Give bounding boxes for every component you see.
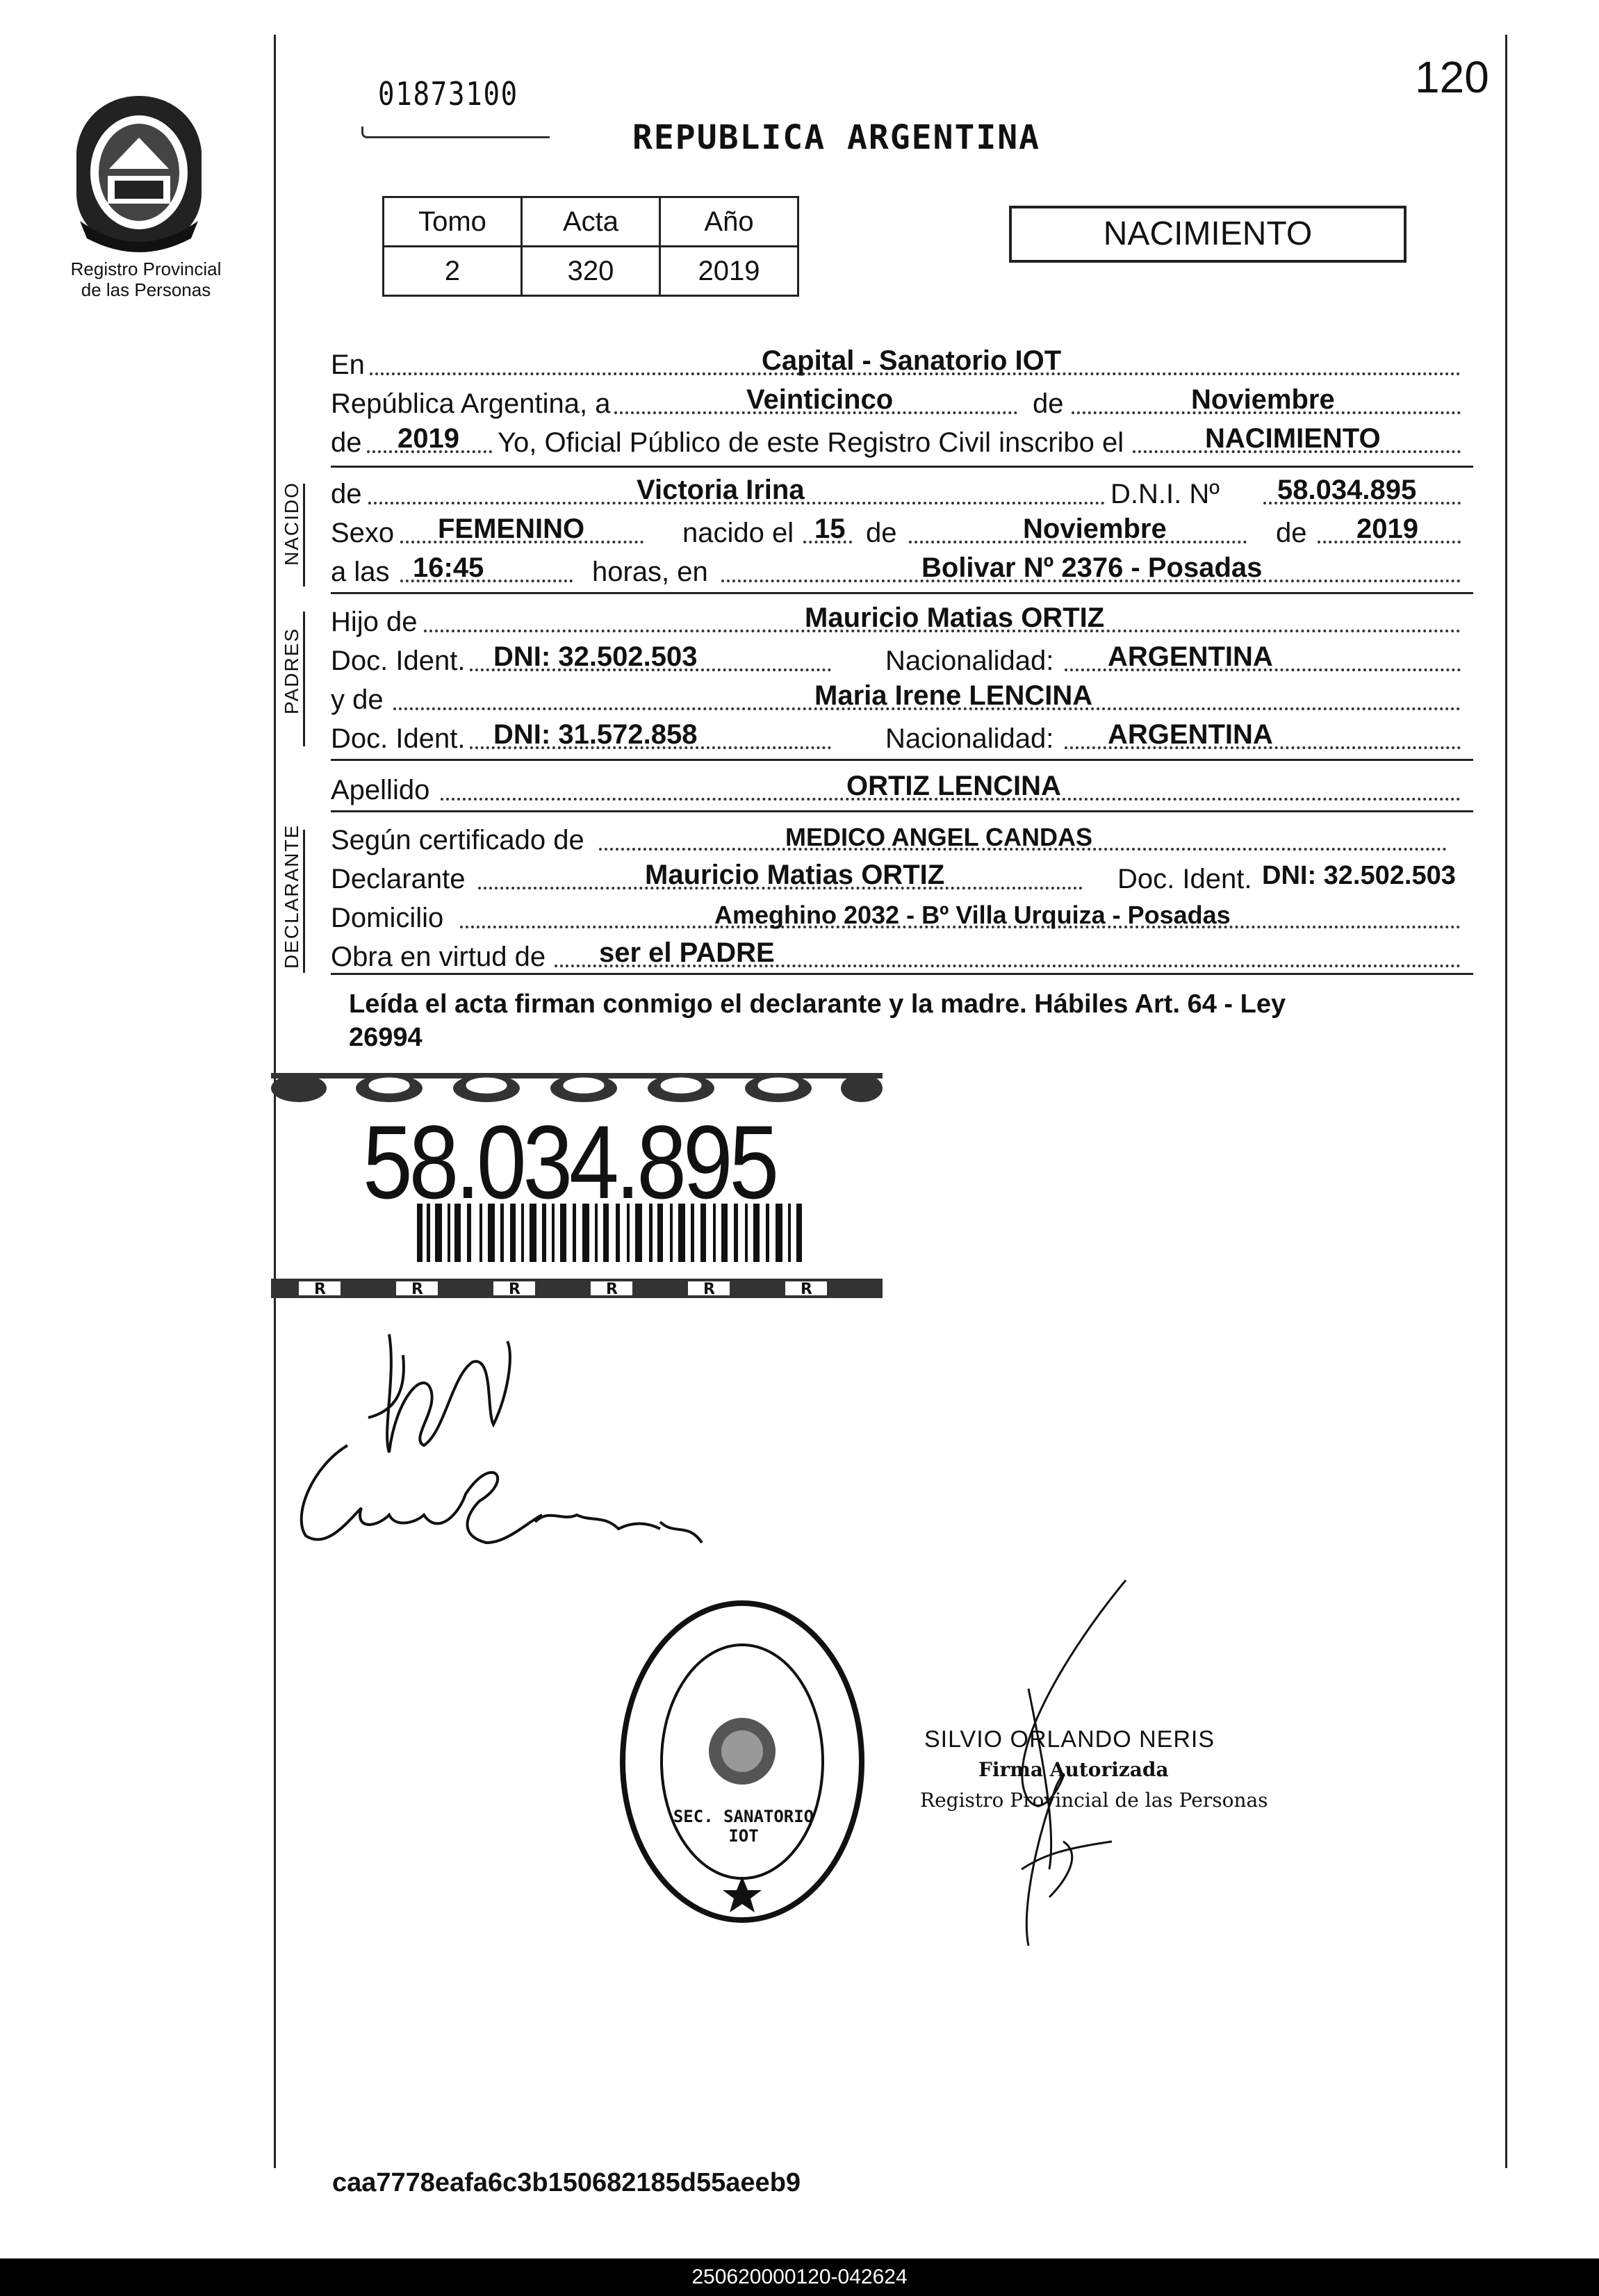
- declarante-label: Declarante: [331, 864, 466, 894]
- row-yo: [331, 423, 1470, 459]
- row-obra: [331, 937, 1470, 973]
- row-mother-doc: [331, 719, 1470, 755]
- registry-label-2: de las Personas: [81, 279, 211, 300]
- sexo-label: Sexo: [331, 518, 395, 548]
- republica-label: República Argentina, a: [331, 388, 611, 419]
- svg-text:R: R: [509, 1281, 520, 1298]
- mother-nacionalidad: ARGENTINA: [1108, 719, 1273, 750]
- nacido-bracket: [303, 484, 305, 587]
- nacido-el-label: nacido el: [682, 518, 794, 548]
- svg-text:R: R: [411, 1281, 423, 1298]
- father-nac-label: Nacionalidad:: [885, 646, 1054, 676]
- obra-value: ser el PADRE: [599, 937, 775, 968]
- de-label-2: de: [866, 518, 897, 548]
- row-republica: [331, 384, 1470, 420]
- certificado-value: MEDICO ANGEL CANDAS: [785, 823, 1093, 851]
- row-certificado: [331, 820, 1470, 856]
- record-type-box: NACIMIENTO: [1009, 206, 1407, 263]
- right-margin-line: [1505, 35, 1507, 2168]
- row-apellido: [331, 770, 1470, 806]
- row-father-doc: [331, 641, 1470, 677]
- birth-time: 16:45: [413, 552, 484, 583]
- declarante-doc-label: Doc. Ident.: [1117, 864, 1252, 894]
- province-logo: [66, 89, 212, 256]
- section-divider: [331, 592, 1473, 594]
- en-label: En: [331, 350, 365, 380]
- certificado-label: Según certificado de: [331, 825, 584, 855]
- father-name: Mauricio Matias ORTIZ: [805, 602, 1105, 633]
- birth-year: 2019: [1356, 514, 1418, 544]
- father-doc: DNI: 32.502.503: [493, 641, 698, 672]
- row-sexo: [331, 513, 1470, 549]
- value-tomo: 2: [384, 247, 522, 296]
- yo-text: Yo, Oficial Público de este Registro Civil inscribo el: [498, 427, 1124, 458]
- page-title: REPUBLICA ARGENTINA: [632, 118, 1041, 157]
- svg-text:R: R: [703, 1281, 715, 1298]
- value-acta: 320: [522, 247, 660, 296]
- serial-number: 01873100: [378, 75, 518, 113]
- footer-id: 250620000120-042624: [0, 2258, 1599, 2296]
- serial-underline: [361, 126, 550, 138]
- section-divider: [331, 466, 1473, 468]
- row-declarante: [331, 859, 1470, 895]
- nacido-section-label: NACIDO: [281, 482, 302, 566]
- section-divider: [331, 810, 1473, 812]
- record-table: [382, 196, 799, 297]
- mother-doc: DNI: 31.572.858: [493, 719, 698, 750]
- sexo-value: FEMENINO: [438, 514, 585, 544]
- svg-text:R: R: [314, 1281, 326, 1298]
- en-value: Capital - Sanatorio IOT: [762, 345, 1062, 376]
- child-dni: 58.034.895: [1277, 475, 1417, 505]
- declarante-value: Mauricio Matias ORTIZ: [645, 860, 945, 890]
- de2-label: de: [331, 427, 362, 458]
- de-label: de: [1033, 388, 1064, 419]
- birth-day: 15: [814, 514, 846, 544]
- father-nacionalidad: ARGENTINA: [1108, 641, 1273, 672]
- mother-nac-label: Nacionalidad:: [885, 723, 1054, 754]
- header-ano: Año: [660, 197, 798, 247]
- row-y-de: [331, 680, 1470, 716]
- signature-declarante: [285, 1313, 716, 1577]
- dni-label: D.N.I. Nº: [1106, 479, 1224, 510]
- domicilio-label: Domicilio: [331, 903, 444, 933]
- closing-line-2: 26994: [349, 1023, 423, 1052]
- mother-doc-label: Doc. Ident.: [331, 723, 466, 754]
- a-las-label: a las: [331, 557, 390, 587]
- registry-label-1: Registro Provincial: [70, 259, 222, 279]
- obra-label: Obra en virtud de: [331, 942, 546, 972]
- padres-section-label: PADRES: [281, 627, 302, 714]
- official-name: SILVIO ORLANDO NERIS: [924, 1726, 1215, 1753]
- declarante-section-label: DECLARANTE: [281, 823, 302, 969]
- section-divider: [331, 973, 1473, 975]
- header-tomo: Tomo: [384, 197, 522, 247]
- hijo-label: Hijo de: [331, 607, 418, 637]
- page-number: 120: [1415, 52, 1489, 102]
- stamp-inner-text: SEC. SANATORIO IOT: [673, 1807, 814, 1846]
- birth-place: Bolivar Nº 2376 - Posadas: [921, 552, 1263, 583]
- apellido-value: ORTIZ LENCINA: [846, 771, 1061, 801]
- birth-month: Noviembre: [1023, 514, 1167, 544]
- svg-text:R: R: [801, 1281, 812, 1298]
- nacido-de-label: de: [331, 479, 362, 509]
- value-ano: 2019: [660, 247, 798, 296]
- header-acta: Acta: [522, 197, 660, 247]
- day-value: Veinticinco: [746, 384, 894, 415]
- month-value: Noviembre: [1191, 384, 1335, 415]
- row-en: [331, 345, 1470, 381]
- child-name: Victoria Irina: [637, 475, 805, 505]
- father-doc-label: Doc. Ident.: [331, 646, 466, 676]
- mother-name: Maria Irene LENCINA: [814, 680, 1093, 711]
- row-hijo: [331, 602, 1470, 638]
- document-hash: caa7778eafa6c3b150682185d55aeeb9: [332, 2168, 801, 2197]
- row-nacido-name: [331, 474, 1470, 510]
- y-de-label: y de: [331, 684, 384, 715]
- event-value: NACIMIENTO: [1205, 423, 1381, 454]
- svg-text:R: R: [606, 1281, 618, 1298]
- official-org: Registro Provincial de las Personas: [920, 1789, 1268, 1812]
- declarante-bracket: [303, 830, 305, 973]
- sticker-number: 58.034.895: [363, 1104, 776, 1220]
- row-hora: [331, 552, 1470, 588]
- closing-line-1: Leída el acta firman conmigo el declarante y la madre. Hábiles Art. 64 - Ley: [349, 990, 1286, 1019]
- horas-label: horas, en: [592, 557, 708, 587]
- year-value: 2019: [397, 423, 459, 454]
- official-role: Firma Autorizada: [978, 1758, 1169, 1781]
- apellido-label: Apellido: [331, 775, 430, 805]
- de-label-3: de: [1276, 518, 1307, 548]
- padres-bracket: [303, 612, 305, 746]
- section-divider: [331, 759, 1473, 761]
- domicilio-value: Ameghino 2032 - Bº Villa Urquiza - Posadas: [714, 901, 1231, 929]
- row-domicilio: [331, 898, 1470, 934]
- declarante-doc: DNI: 32.502.503: [1262, 861, 1456, 890]
